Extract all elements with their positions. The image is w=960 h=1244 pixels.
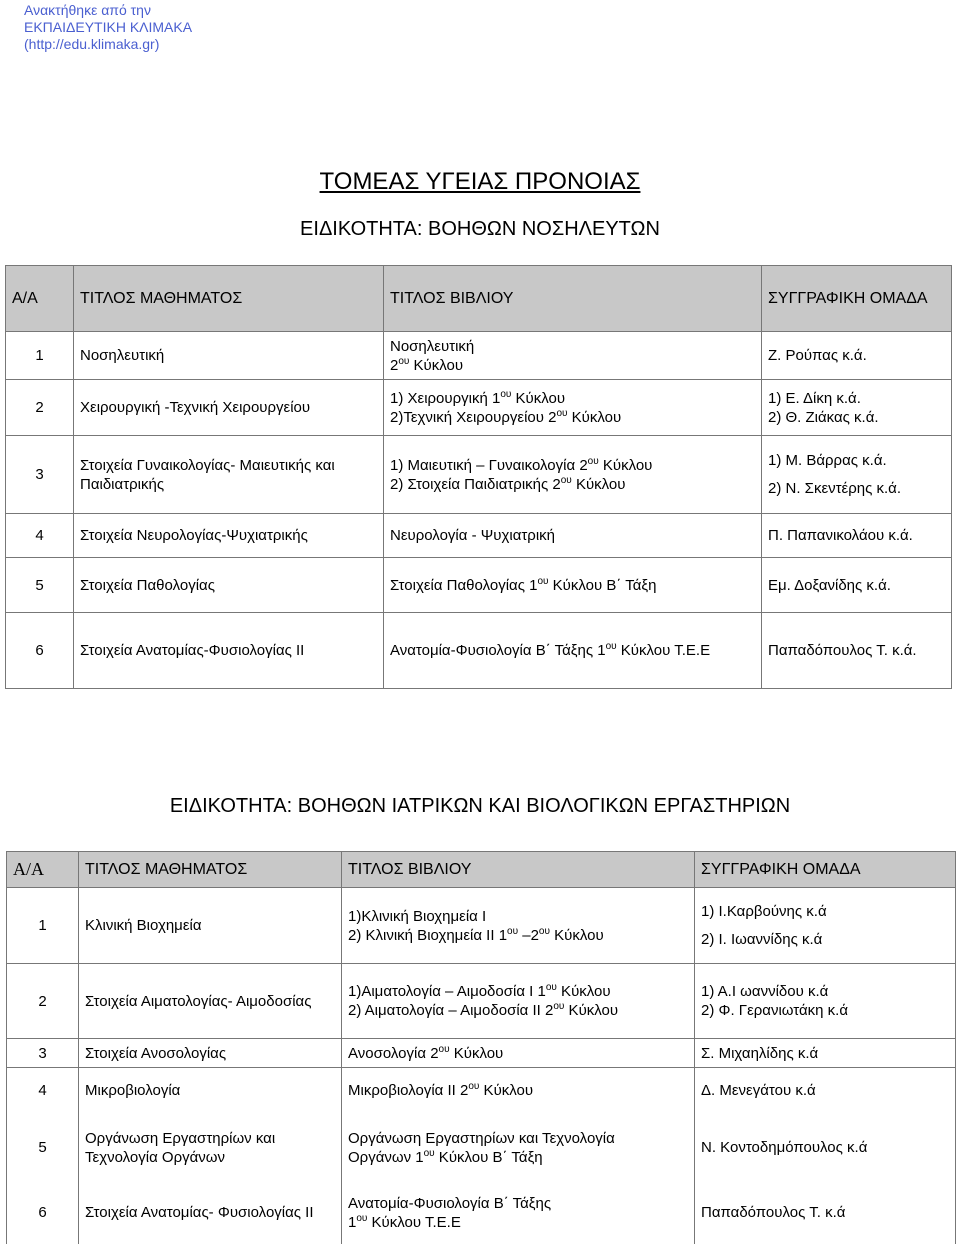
row-number: 6 <box>6 613 74 689</box>
table-row <box>6 613 952 689</box>
table-row <box>6 436 952 514</box>
author-group <box>695 964 956 1039</box>
author-line: 1) Ι.Καρβούνης κ.ά <box>701 903 827 920</box>
author-line: 2) Ι. Ιωαννίδης κ.ά <box>701 931 823 948</box>
row-number: 5 <box>6 558 74 613</box>
author-group: Παπαδόπουλος Τ. κ.ά. <box>762 613 952 689</box>
header-aa: Α/Α <box>7 852 79 888</box>
author-line: 2) Ν. Σκεντέρης κ.ά. <box>768 480 902 497</box>
book-title: Νευρολογία - Ψυχιατρική <box>384 514 762 558</box>
author-group <box>695 888 956 964</box>
ordinal-suffix: ου <box>560 474 572 486</box>
header-book: ΤΙΤΛΟΣ ΒΙΒΛΙΟΥ <box>342 852 695 888</box>
table-row <box>7 1182 956 1244</box>
table-row <box>6 514 952 558</box>
book-line: Οργάνωση Εργαστηρίων και Τεχνολογία <box>348 1129 615 1147</box>
source-line-1: Ανακτήθηκε από την <box>24 2 151 18</box>
author-group: Εμ. Δοξανίδης κ.ά. <box>762 558 952 613</box>
book-title <box>342 888 695 964</box>
book-line: $1^{o\upsilon}$ Κύκλου Τ.Ε.Ε <box>348 1212 461 1231</box>
author-group <box>762 436 952 514</box>
book-title <box>384 380 762 436</box>
ordinal-suffix: ου <box>556 407 568 419</box>
author-line: 1) Α.Ι ωαννίδου κ.ά <box>701 983 829 1000</box>
course-title: Νοσηλευτική <box>74 332 384 380</box>
book-line: 1) Χειρουργική $1^{o\upsilon}$ Κύκλου <box>390 388 566 407</box>
main-title: ΤΟΜΕΑΣ ΥΓΕΙΑΣ ΠΡΟΝΟΙΑΣ <box>319 168 641 195</box>
table-row <box>7 1114 956 1182</box>
row-number: 4 <box>6 514 74 558</box>
course-title: Μικροβιολογία <box>79 1068 342 1114</box>
section2-title: ΕΙΔΙΚΟΤΗΤΑ: ΒΟΗΘΩΝ ΙΑΤΡΙΚΩΝ ΚΑΙ ΒΙΟΛΟΓΙΚΩΝ ΕΡΓΑΣΤΗΡΙΩΝ <box>169 795 791 817</box>
row-number: 1 <box>6 332 74 380</box>
book-line: Ανατομία-Φυσιολογία Β΄ Τάξης <box>348 1194 552 1212</box>
course-title: Στοιχεία Γυναικολογίας- Μαιευτικής και Παιδιατρικής <box>74 436 384 514</box>
book-line: Οργάνων $1^{o\upsilon}$ Κύκλου Β΄ Τάξη <box>348 1147 543 1166</box>
author-group: Ζ. Ρούπας κ.ά. <box>762 332 952 380</box>
row-number: 5 <box>7 1114 79 1182</box>
row-number: 6 <box>7 1182 79 1244</box>
course-title: Στοιχεία Ανοσολογίας <box>79 1039 342 1068</box>
ordinal-suffix: ου <box>605 641 617 652</box>
book-line: 1)Κλινική Βιοχημεία Ι <box>348 907 487 925</box>
source-note <box>24 2 192 53</box>
course-title: Χειρουργική -Τεχνική Χειρουργείου <box>74 380 384 436</box>
row-number: 3 <box>6 436 74 514</box>
ordinal-suffix: ου <box>398 355 410 367</box>
author-group: Δ. Μενεγάτου κ.ά <box>695 1068 956 1114</box>
table-row <box>7 1039 956 1068</box>
header-book: ΤΙΤΛΟΣ ΒΙΒΛΙΟΥ <box>384 266 762 332</box>
row-number: 2 <box>7 964 79 1039</box>
table-row <box>7 964 956 1039</box>
author-line: 1) Μ. Βάρρας κ.ά. <box>768 452 887 469</box>
ordinal-suffix: ου <box>468 1081 480 1093</box>
course-title: Κλινική Βιοχημεία <box>79 888 342 964</box>
ordinal-suffix: ου <box>356 1212 368 1224</box>
book-title: Ανοσολογία $2^{o\upsilon}$ Κύκλου <box>342 1039 695 1068</box>
header-course: ΤΙΤΛΟΣ ΜΑΘΗΜΑΤΟΣ <box>74 266 384 332</box>
source-line-2: ΕΚΠΑΙΔΕΥΤΙΚΗ ΚΛΙΜΑΚΑ <box>24 19 193 35</box>
ordinal-suffix: ου <box>423 1147 435 1159</box>
table-row <box>6 558 952 613</box>
book-title <box>384 332 762 380</box>
table-header-row <box>7 852 956 888</box>
ordinal-suffix: ου <box>587 455 599 467</box>
author-line: 2) Θ. Ζιάκας κ.ά. <box>768 408 879 426</box>
course-title: Στοιχεία Νευρολογίας-Ψυχιατρικής <box>74 514 384 558</box>
course-title: Στοιχεία Παθολογίας <box>74 558 384 613</box>
ordinal-suffix: ου <box>537 575 549 587</box>
header-aa: Α/Α <box>6 266 74 332</box>
table-header-row <box>6 266 952 332</box>
ordinal-suffix: ου <box>553 1001 565 1012</box>
author-group: Π. Παπανικολάου κ.ά. <box>762 514 952 558</box>
book-title <box>342 964 695 1039</box>
book-line: 2)Τεχνική Χειρουργείου $2^{o\upsilon}$ Κύκλου <box>390 407 622 426</box>
header-authors: ΣΥΓΓΡΑΦΙΚΗ ΟΜΑΔΑ <box>695 852 956 888</box>
course-title: Στοιχεία Αιματολογίας- Αιμοδοσίας <box>79 964 342 1039</box>
row-number: 4 <box>7 1068 79 1114</box>
book-title <box>384 436 762 514</box>
author-group: Παπαδόπουλος Τ. κ.ά <box>695 1182 956 1244</box>
ordinal-suffix: ου <box>538 925 550 937</box>
book-line: $2^{o\upsilon}$ Κύκλου <box>390 355 464 374</box>
author-group <box>762 380 952 436</box>
table-row <box>7 888 956 964</box>
book-title: Μικροβιολογία ΙΙ $2^{o\upsilon}$ Κύκλου <box>342 1068 695 1114</box>
table-row <box>6 380 952 436</box>
table-row <box>6 332 952 380</box>
lab-assistants-table <box>6 851 956 1244</box>
book-title: Ανατομία-Φυσιολογία Β΄ Τάξης $1^{o\upsilon}$ Κύκλου Τ.Ε.Ε <box>384 613 762 689</box>
header-course: ΤΙΤΛΟΣ ΜΑΘΗΜΑΤΟΣ <box>79 852 342 888</box>
book-line: 1) Μαιευτική – Γυναικολογία $2^{o\upsilon}$ Κύκλου <box>390 455 653 474</box>
course-title: Στοιχεία Ανατομίας-Φυσιολογίας ΙΙ <box>74 613 384 689</box>
book-line: Νοσηλευτική <box>390 337 475 355</box>
ordinal-suffix: ου <box>545 982 557 993</box>
source-link[interactable]: (http://edu.klimaka.gr) <box>24 36 160 52</box>
ordinal-suffix: ου <box>500 388 512 400</box>
author-line: 1) Ε. Δίκη κ.ά. <box>768 389 861 407</box>
course-title: Οργάνωση Εργαστηρίων και Τεχνολογία Οργάνων <box>79 1114 342 1182</box>
book-title <box>342 1114 695 1182</box>
book-line: 2) Αιματολογία – Αιμοδοσία ΙΙ $2^{o\upsilon}$ Κύκλου <box>348 1001 619 1019</box>
ordinal-suffix: ου <box>507 925 519 937</box>
author-group: Σ. Μιχαηλίδης κ.ά <box>695 1039 956 1068</box>
section1-title: ΕΙΔΙΚΟΤΗΤΑ: ΒΟΗΘΩΝ ΝΟΣΗΛΕΥΤΩΝ <box>300 218 660 240</box>
header-authors: ΣΥΓΓΡΑΦΙΚΗ ΟΜΑΔΑ <box>762 266 952 332</box>
row-number: 2 <box>6 380 74 436</box>
course-title: Στοιχεία Ανατομίας- Φυσιολογίας ΙΙ <box>79 1182 342 1244</box>
row-number: 1 <box>7 888 79 964</box>
book-title: Στοιχεία Παθολογίας $1^{o\upsilon}$ Κύκλου Β΄ Τάξη <box>384 558 762 613</box>
book-line: 2) Κλινική Βιοχημεία ΙΙ $1^{o\upsilon}$ $-2^{o\upsilon}$ Κύκλου <box>348 925 604 944</box>
book-line: 1)Αιματολογία – Αιμοδοσία Ι $1^{o\upsilon}$ Κύκλου <box>348 982 611 1000</box>
table-row <box>7 1068 956 1114</box>
author-line: 2) Φ. Γερανιωτάκη κ.ά <box>701 1002 849 1019</box>
book-title <box>342 1182 695 1244</box>
nursing-assistants-table <box>5 265 952 689</box>
book-line: 2) Στοιχεία Παιδιατρικής $2^{o\upsilon}$ Κύκλου <box>390 474 626 493</box>
ordinal-suffix: ου <box>438 1043 450 1055</box>
author-group: Ν. Κοντοδημόπουλος κ.ά <box>695 1114 956 1182</box>
row-number: 3 <box>7 1039 79 1068</box>
